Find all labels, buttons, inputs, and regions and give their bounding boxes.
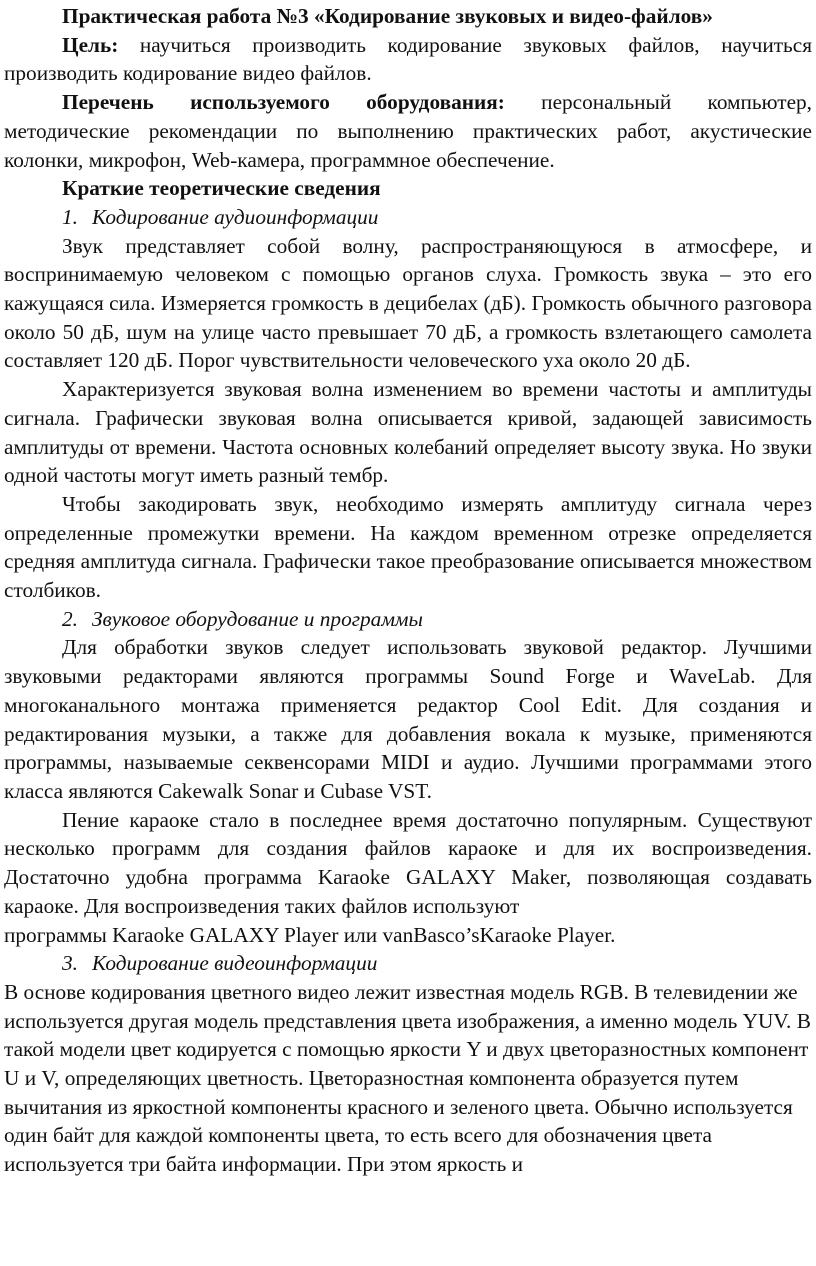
document-title: Практическая работа №3 «Кодирование звуковых и видео-файлов» [62,4,713,28]
equipment-paragraph [4,88,812,174]
equipment-text: персональный компьютер, методические рекомендации по выполнению практических работ, акустические колонки, микрофон, Web-камера, программное обеспечение. [4,90,813,172]
section-number: 3. [62,951,78,976]
section-heading-2 [4,605,812,634]
section-heading-1 [4,203,812,232]
goal-paragraph [4,31,812,88]
goal-label: Цель: [62,32,119,57]
paragraph-tail: программы Karaoke GALAXY Player или vanBasco’sKaraoke Player. [4,922,616,947]
paragraph: Характеризуется звуковая волна изменением во времени частоты и амплитуды сигнала. Графически звуковая волна описывается кривой, задающей зависимость амплитуды от времени. Частота основных колебаний определяет высоту звука. Но звуки одной частоты могут иметь разный тембр. [4,377,812,488]
paragraph: Пение караоке стало в последнее время достаточно популярным. Существуют несколько программ для создания файлов караоке и для их воспроизведения. Достаточно удобна программа Karaoke GALAXY Maker, позволяющая создавать караоке. Для воспроизведения таких файлов используют [4,807,812,918]
section-number: 2. [62,606,78,631]
goal-text: научиться производить кодирование звуковых файлов, научиться производить кодирование видео файлов. [4,32,812,86]
paragraph: В основе кодирования цветного видео лежит известная модель RGB. В телевидении же используется другая модель представления цвета изображения, а именно модель YUV. В такой модели цвет кодируется с помощью яркости Y и двух цветоразностных компонент U и V, определяющих цветность. Цветоразностная компонента образуется путем вычитания из яркостной компоненты красного и зеленого цвета. Обычно используется один байт для каждой компоненты цвета, то есть всего для обозначения цвета используется три байта информации. При этом яркость и [4,979,811,1177]
section-title: Кодирование видеоинформации [92,951,378,976]
section-title: Звуковое оборудование и программы [92,606,423,631]
theory-heading: Краткие теоретические сведения [62,176,381,201]
section-title: Кодирование аудиоинформации [92,204,379,229]
paragraph: Звук представляет собой волну, распространяющуюся в атмосфере, и воспринимаемую человеком с помощью органов слуха. Громкость звука – это его кажущаяся сила. Измеряется громкость в децибелах (дБ). Громкость обычного разговора около 50 дБ, шум на улице часто превышает 70 дБ, а громкость взлетающего самолета составляет 120 дБ. Порог чувствительности человеческого уха около 20 дБ. [4,233,812,373]
paragraph: Чтобы закодировать звук, необходимо измерять амплитуду сигнала через определенные промежутки времени. На каждом временном отрезке определяется средняя амплитуда сигнала. Графически такое преобразование описывается множеством столбиков. [4,491,812,603]
section-number: 1. [62,204,78,229]
section-heading-3 [4,949,812,978]
equipment-label: Перечень используемого оборудования: [62,90,505,115]
paragraph: Для обработки звуков следует использовать звуковой редактор. Лучшими звуковыми редакторами являются программы Sound Forge и WaveLab. Для многоканального монтажа применяется редактор Cool Edit. Для создания и редактирования музыки, а также для добавления вокала к музыке, применяются программы, называемые секвенсорами MIDI и аудио. Лучшими программами этого класса являются Cakewalk Sonar и Cubase VST. [4,635,812,803]
